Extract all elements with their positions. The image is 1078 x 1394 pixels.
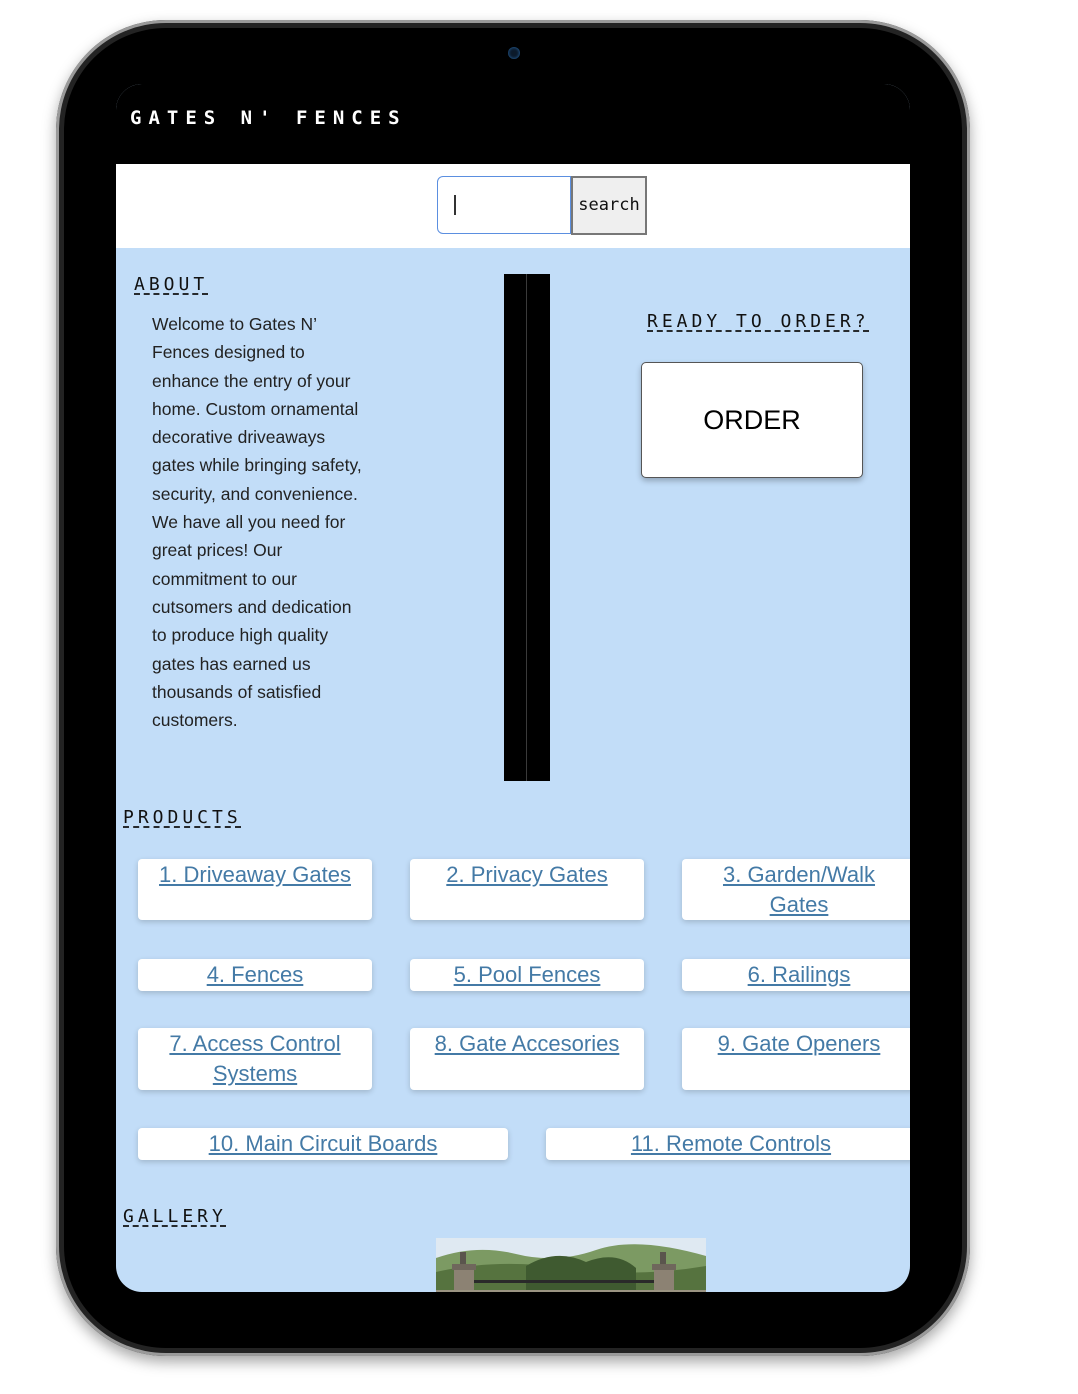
order-button[interactable]: ORDER (641, 362, 863, 478)
about-heading: ABOUT (134, 274, 209, 295)
site-header (116, 84, 910, 164)
brand-logo-text[interactable]: GATES N' FENCES (130, 107, 407, 129)
product-link-5[interactable]: 5. Pool Fences (410, 959, 644, 991)
text-caret (454, 195, 456, 215)
product-link-7[interactable]: 7. Access Control Systems (138, 1028, 372, 1090)
gallery-image[interactable] (436, 1238, 706, 1292)
product-link-10[interactable]: 10. Main Circuit Boards (138, 1128, 508, 1160)
product-link-2[interactable]: 2. Privacy Gates (410, 859, 644, 920)
product-link-1[interactable]: 1. Driveaway Gates (138, 859, 372, 920)
product-link-3[interactable]: 3. Garden/Walk Gates (682, 859, 910, 920)
about-paragraph: Welcome to Gates N’ Fences designed to enhance the entry of your home. Custom ornamental decorative driveaways gates while bringing safety, security, and convenience. We have all you need for great prices! Our commitment to our cutsomers and dedication to produce high quality gates has earned us thousands of satisfied customers. (152, 314, 362, 731)
product-link-9[interactable]: 9. Gate Openers (682, 1028, 910, 1090)
camera-icon (508, 47, 520, 59)
product-link-11[interactable]: 11. Remote Controls (546, 1128, 910, 1160)
product-link-4[interactable]: 4. Fences (138, 959, 372, 991)
gallery-heading: GALLERY (123, 1206, 227, 1227)
search-input[interactable] (437, 176, 571, 234)
product-link-6[interactable]: 6. Railings (682, 959, 910, 991)
products-heading: PRODUCTS (123, 807, 242, 828)
search-bar (116, 164, 910, 248)
ready-to-order-heading: READY TO ORDER? (647, 311, 870, 332)
search-button[interactable]: search (571, 176, 647, 235)
product-link-8[interactable]: 8. Gate Accesories (410, 1028, 644, 1090)
vertical-divider (504, 274, 550, 781)
screen (116, 84, 910, 1292)
